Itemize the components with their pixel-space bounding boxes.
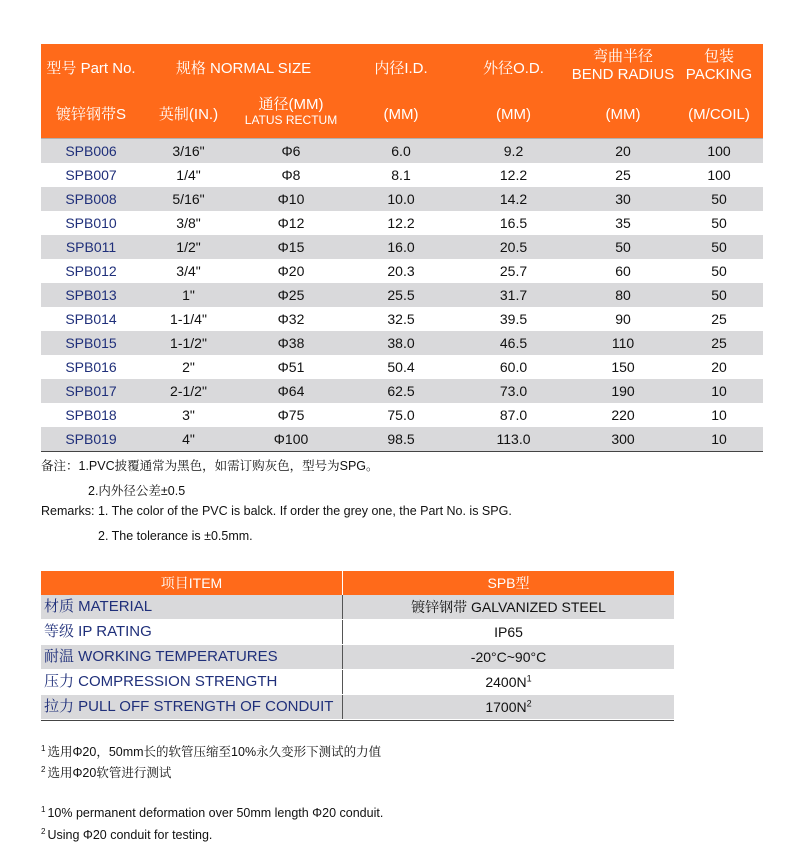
property-item: 等级 IP RATING: [41, 620, 343, 644]
footnote-mark: 2: [526, 698, 532, 709]
header-packing: [675, 48, 763, 84]
subheader-bore-cn: 通径(MM): [258, 96, 324, 113]
table-cell: 60: [615, 263, 631, 279]
table-cell: 98.5: [387, 431, 415, 447]
table-cell: SPB016: [65, 359, 117, 375]
table-cell: 9.2: [503, 143, 524, 159]
table-cell: 10.0: [387, 191, 415, 207]
table-cell: SPB019: [65, 431, 117, 447]
table-cell: Φ51: [277, 359, 305, 375]
table-cell: 25: [711, 335, 727, 351]
table-cell: 1-1/2": [170, 335, 207, 351]
property-value-text: -20°C~90°C: [470, 649, 547, 665]
property-table-body: [41, 595, 674, 720]
table-cell: SPB010: [65, 215, 117, 231]
table-cell: Φ15: [277, 239, 305, 255]
table-cell: 16.5: [499, 215, 528, 231]
table-cell: SPB008: [65, 191, 117, 207]
property-item: 材质 MATERIAL: [41, 595, 343, 619]
table-cell: 20: [615, 143, 631, 159]
table-cell: 8.1: [391, 167, 411, 183]
header-part-no: 型号 Part No.: [46, 60, 136, 77]
table-cell: Φ20: [277, 263, 305, 279]
table-row: [41, 283, 763, 307]
unit-id: (MM): [383, 106, 419, 123]
property-item: 耐温 WORKING TEMPERATURES: [41, 645, 343, 669]
property-item: 拉力 PULL OFF STRENGTH OF CONDUIT: [41, 695, 343, 719]
table-cell: 32.5: [387, 311, 415, 327]
table-cell: 12.2: [499, 167, 528, 183]
table-cell: 20.3: [387, 263, 415, 279]
table-cell: Φ32: [277, 311, 305, 327]
table-cell: 1/4": [176, 167, 201, 183]
property-value-text: 镀锌钢带 GALVANIZED STEEL: [411, 599, 606, 615]
table-row: [41, 307, 763, 331]
table-cell: Φ100: [273, 431, 309, 447]
table-cell: SPB013: [65, 287, 117, 303]
table-cell: 25.7: [499, 263, 528, 279]
property-table-header: [41, 571, 674, 595]
table-cell: 30: [615, 191, 631, 207]
footnote-en-2: $^2$ Using Φ20 conduit for testing.: [41, 826, 213, 842]
property-value: [343, 645, 674, 669]
table-cell: 150: [611, 359, 635, 375]
unit-packing: (M/COIL): [688, 106, 750, 123]
table-cell: 3/16": [172, 143, 205, 159]
header-bend-en: BEND RADIUS: [571, 66, 675, 83]
table-cell: Φ75: [277, 407, 305, 423]
table-cell: 25.5: [387, 287, 415, 303]
unit-bend: (MM): [605, 106, 641, 123]
spec-table: [41, 44, 763, 452]
header-spb: SPB型: [487, 575, 530, 591]
spec-table-header: [41, 44, 763, 139]
table-cell: 6.0: [391, 143, 411, 159]
table-cell: 90: [615, 311, 631, 327]
table-cell: 220: [611, 407, 635, 423]
property-value-text: 1700N: [485, 699, 527, 715]
subheader-bore: [236, 96, 346, 127]
header-bend-radius: [571, 48, 675, 84]
table-cell: 60.0: [499, 359, 528, 375]
table-cell: 110: [611, 335, 635, 351]
table-cell: SPB006: [65, 143, 117, 159]
table-cell: 100: [707, 167, 731, 183]
header-packing-cn: 包装: [703, 48, 734, 65]
table-row: [41, 235, 763, 259]
property-row: [41, 645, 674, 670]
remark-cn-2: 2.内外径公差±0.5: [88, 484, 186, 498]
property-value: [343, 595, 674, 619]
table-cell: 4": [182, 431, 195, 447]
table-cell: 31.7: [499, 287, 528, 303]
table-cell: 16.0: [387, 239, 415, 255]
table-cell: 2": [182, 359, 195, 375]
table-cell: 10: [711, 383, 727, 399]
header-od: 外径O.D.: [483, 60, 544, 77]
table-row: [41, 139, 763, 163]
table-row: [41, 355, 763, 379]
table-cell: 39.5: [499, 311, 528, 327]
table-cell: 46.5: [499, 335, 528, 351]
property-row: [41, 695, 674, 720]
spec-table-body: [41, 139, 763, 451]
footnote-cn-2: $^2$ 选用Φ20软管进行测试: [41, 764, 172, 780]
table-cell: 50: [711, 287, 727, 303]
table-cell: 87.0: [499, 407, 528, 423]
table-cell: SPB017: [65, 383, 117, 399]
table-cell: 80: [615, 287, 631, 303]
table-cell: 50: [711, 239, 727, 255]
property-row: [41, 595, 674, 620]
table-cell: SPB007: [65, 167, 117, 183]
property-row: [41, 620, 674, 645]
table-cell: 38.0: [387, 335, 415, 351]
table-cell: SPB018: [65, 407, 117, 423]
table-cell: 50: [711, 191, 727, 207]
table-cell: 1-1/4": [170, 311, 207, 327]
subheader-bore-en: LATUS RECTUM: [244, 113, 338, 127]
table-cell: 20.5: [499, 239, 528, 255]
table-cell: 50.4: [387, 359, 415, 375]
table-cell: 50: [615, 239, 631, 255]
table-cell: 3": [182, 407, 195, 423]
remark-cn-1: 备注：1.PVC披覆通常为黑色，如需订购灰色，型号为SPG。: [41, 459, 379, 473]
header-normal-size: 规格 NORMAL SIZE: [175, 60, 312, 77]
property-value: [343, 695, 674, 719]
table-cell: Φ6: [281, 143, 301, 159]
table-row: [41, 427, 763, 451]
table-cell: 113.0: [496, 431, 531, 447]
table-cell: 75.0: [387, 407, 415, 423]
table-cell: 100: [707, 143, 731, 159]
table-cell: Φ10: [277, 191, 305, 207]
property-value-text: IP65: [494, 624, 523, 640]
property-value: [343, 670, 674, 694]
table-cell: 5/16": [172, 191, 205, 207]
header-packing-en: PACKING: [685, 66, 753, 83]
table-cell: Φ25: [277, 287, 305, 303]
table-cell: 14.2: [499, 191, 528, 207]
table-cell: 25: [615, 167, 631, 183]
table-row: [41, 259, 763, 283]
table-cell: 300: [611, 431, 635, 447]
table-cell: 73.0: [499, 383, 528, 399]
remark-en-2: 2. The tolerance is ±0.5mm.: [98, 529, 253, 543]
property-table: [41, 571, 674, 721]
footnote-en-1: $^1$ 10% permanent deformation over 50mm length Φ20 conduit.: [41, 804, 384, 820]
table-cell: 1/2": [176, 239, 201, 255]
table-cell: 50: [711, 263, 727, 279]
table-cell: SPB015: [65, 335, 117, 351]
property-item: 压力 COMPRESSION STRENGTH: [41, 670, 343, 694]
table-cell: 10: [711, 407, 727, 423]
unit-od: (MM): [496, 106, 531, 123]
header-bend-cn: 弯曲半径: [592, 48, 653, 65]
property-row: [41, 670, 674, 695]
table-cell: 3/8": [176, 215, 201, 231]
property-table-bottom-rule: [41, 720, 674, 721]
table-cell: Φ8: [281, 167, 301, 183]
remark-en-1: Remarks: 1. The color of the PVC is balck. If order the grey one, the Part No. is SPG.: [41, 504, 512, 518]
table-cell: 190: [611, 383, 635, 399]
table-cell: Φ64: [277, 383, 305, 399]
footnote-mark: 1: [526, 673, 532, 684]
table-row: [41, 211, 763, 235]
header-id: 内径I.D.: [374, 60, 428, 77]
table-cell: 35: [615, 215, 631, 231]
spec-table-bottom-rule: [41, 451, 763, 452]
table-cell: 50: [711, 215, 727, 231]
table-cell: 62.5: [387, 383, 415, 399]
header-item: 项目ITEM: [41, 571, 343, 595]
table-row: [41, 187, 763, 211]
property-value: [343, 620, 674, 644]
table-cell: 2-1/2": [170, 383, 207, 399]
table-cell: 1": [182, 287, 195, 303]
table-row: [41, 331, 763, 355]
table-row: [41, 403, 763, 427]
table-cell: SPB014: [65, 311, 117, 327]
table-cell: 3/4": [176, 263, 201, 279]
subheader-inch: 英制(IN.): [158, 106, 219, 123]
table-row: [41, 163, 763, 187]
table-cell: SPB012: [65, 263, 117, 279]
table-cell: 25: [711, 311, 727, 327]
table-cell: 10: [711, 431, 727, 447]
table-cell: 20: [711, 359, 727, 375]
property-value-text: 2400N: [485, 674, 527, 690]
footnote-cn-1: $^1$ 选用Φ20，50mm长的软管压缩至10%永久变形下测试的力值: [41, 743, 382, 759]
subheader-material: 镀锌钢带S: [55, 106, 126, 123]
table-row: [41, 379, 763, 403]
table-cell: SPB011: [65, 239, 117, 255]
table-cell: Φ38: [277, 335, 305, 351]
table-cell: 12.2: [387, 215, 415, 231]
table-cell: Φ12: [277, 215, 305, 231]
